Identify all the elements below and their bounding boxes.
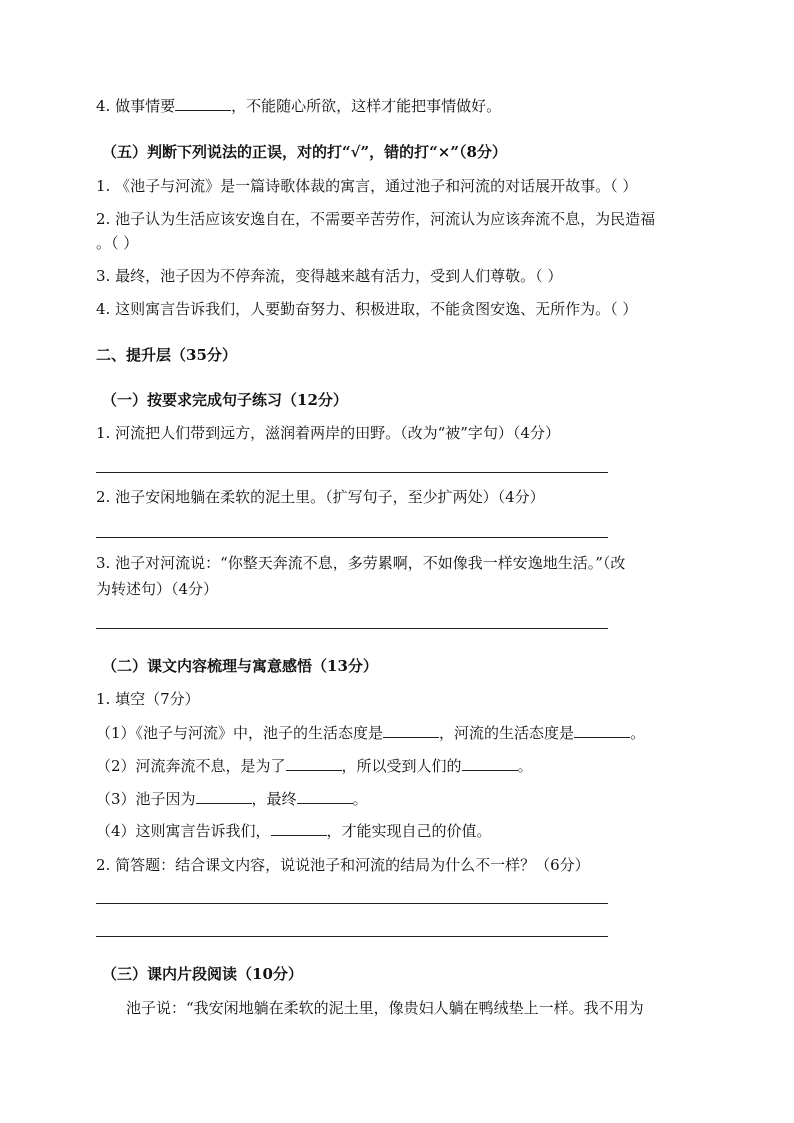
fill-item-2	[96, 756, 533, 776]
fill-text: （1）《池子与河流》中，池子的生活态度是	[96, 724, 384, 742]
answer-blank[interactable]	[196, 803, 252, 804]
part-2-title: 二、提升层（35分）	[96, 346, 237, 364]
fill-item-4	[96, 821, 492, 841]
answer-blank[interactable]	[297, 803, 353, 804]
fill-text: ，最终	[251, 790, 297, 808]
answer-blank[interactable]	[574, 737, 630, 738]
answer-line[interactable]	[96, 472, 608, 473]
answer-line[interactable]	[96, 936, 608, 937]
answer-blank[interactable]	[271, 835, 327, 836]
question-text: 4. 做事情要	[96, 97, 176, 115]
fill-text: 。	[517, 757, 533, 775]
fill-question-1: 1. 填空（7分）	[96, 690, 200, 708]
fill-item-3	[96, 789, 368, 809]
question-text: ，不能随心所欲，这样才能把事情做好。	[231, 97, 502, 115]
answer-blank[interactable]	[462, 770, 518, 771]
sentence-question-3: 3. 池子对河流说：“你整天奔流不息，多劳累啊，不如像我一样安逸地生活。”（改	[96, 554, 626, 572]
reading-passage: 池子说：“我安闲地躺在柔软的泥土里，像贵妇人躺在鸭绒垫上一样。我不用为	[126, 999, 644, 1017]
section-5-title: （五）判断下列说法的正误，对的打“√”，错的打“×”（8分）	[102, 143, 507, 161]
fill-item-1	[96, 723, 645, 743]
judgment-item-3: 3. 最终，池子因为不停奔流，变得越来越有活力，受到人们尊敬。（ ）	[96, 267, 563, 285]
answer-line[interactable]	[96, 903, 608, 904]
sentence-question-3-cont: 为转述句）（4分）	[96, 580, 219, 598]
fill-text: （3）池子因为	[96, 790, 196, 808]
judgment-item-2-cont: 。（ ）	[96, 234, 139, 252]
fill-text: 。	[630, 724, 646, 742]
answer-blank[interactable]	[286, 770, 342, 771]
short-answer-question: 2. 简答题：结合课文内容，说说池子和河流的结局为什么不一样？（6分）	[96, 856, 590, 874]
fill-text: （4）这则寓言告诉我们，	[96, 822, 271, 840]
judgment-item-2: 2. 池子认为生活应该安逸自在，不需要辛苦劳作，河流认为应该奔流不息，为民造福	[96, 210, 656, 228]
answer-blank[interactable]	[175, 110, 231, 111]
subsection-2-title: （二）课文内容梳理与寓意感悟（13分）	[102, 657, 378, 675]
answer-line[interactable]	[96, 537, 608, 538]
fill-text: 。	[352, 790, 368, 808]
sentence-question-2: 2. 池子安闲地躺在柔软的泥土里。（扩写句子，至少扩两处）（4分）	[96, 488, 545, 506]
fill-text: （2）河流奔流不息，是为了	[96, 757, 286, 775]
judgment-item-1: 1. 《池子与河流》是一篇诗歌体裁的寓言，通过池子和河流的对话展开故事。（ ）	[96, 177, 638, 195]
fill-text: ，才能实现自己的价值。	[326, 822, 492, 840]
fill-text: ，所以受到人们的	[341, 757, 462, 775]
subsection-3-title: （三）课内片段阅读（10分）	[102, 965, 303, 983]
judgment-item-4: 4. 这则寓言告诉我们，人要勤奋努力、积极进取，不能贪图安逸、无所作为。（ ）	[96, 300, 638, 318]
subsection-1-title: （一）按要求完成句子练习（12分）	[102, 391, 348, 409]
sentence-question-1: 1. 河流把人们带到远方，滋润着两岸的田野。（改为“被”字句）（4分）	[96, 424, 560, 442]
answer-line[interactable]	[96, 628, 608, 629]
answer-blank[interactable]	[383, 737, 439, 738]
fill-in-question-4	[96, 96, 501, 116]
fill-text: ，河流的生活态度是	[439, 724, 575, 742]
